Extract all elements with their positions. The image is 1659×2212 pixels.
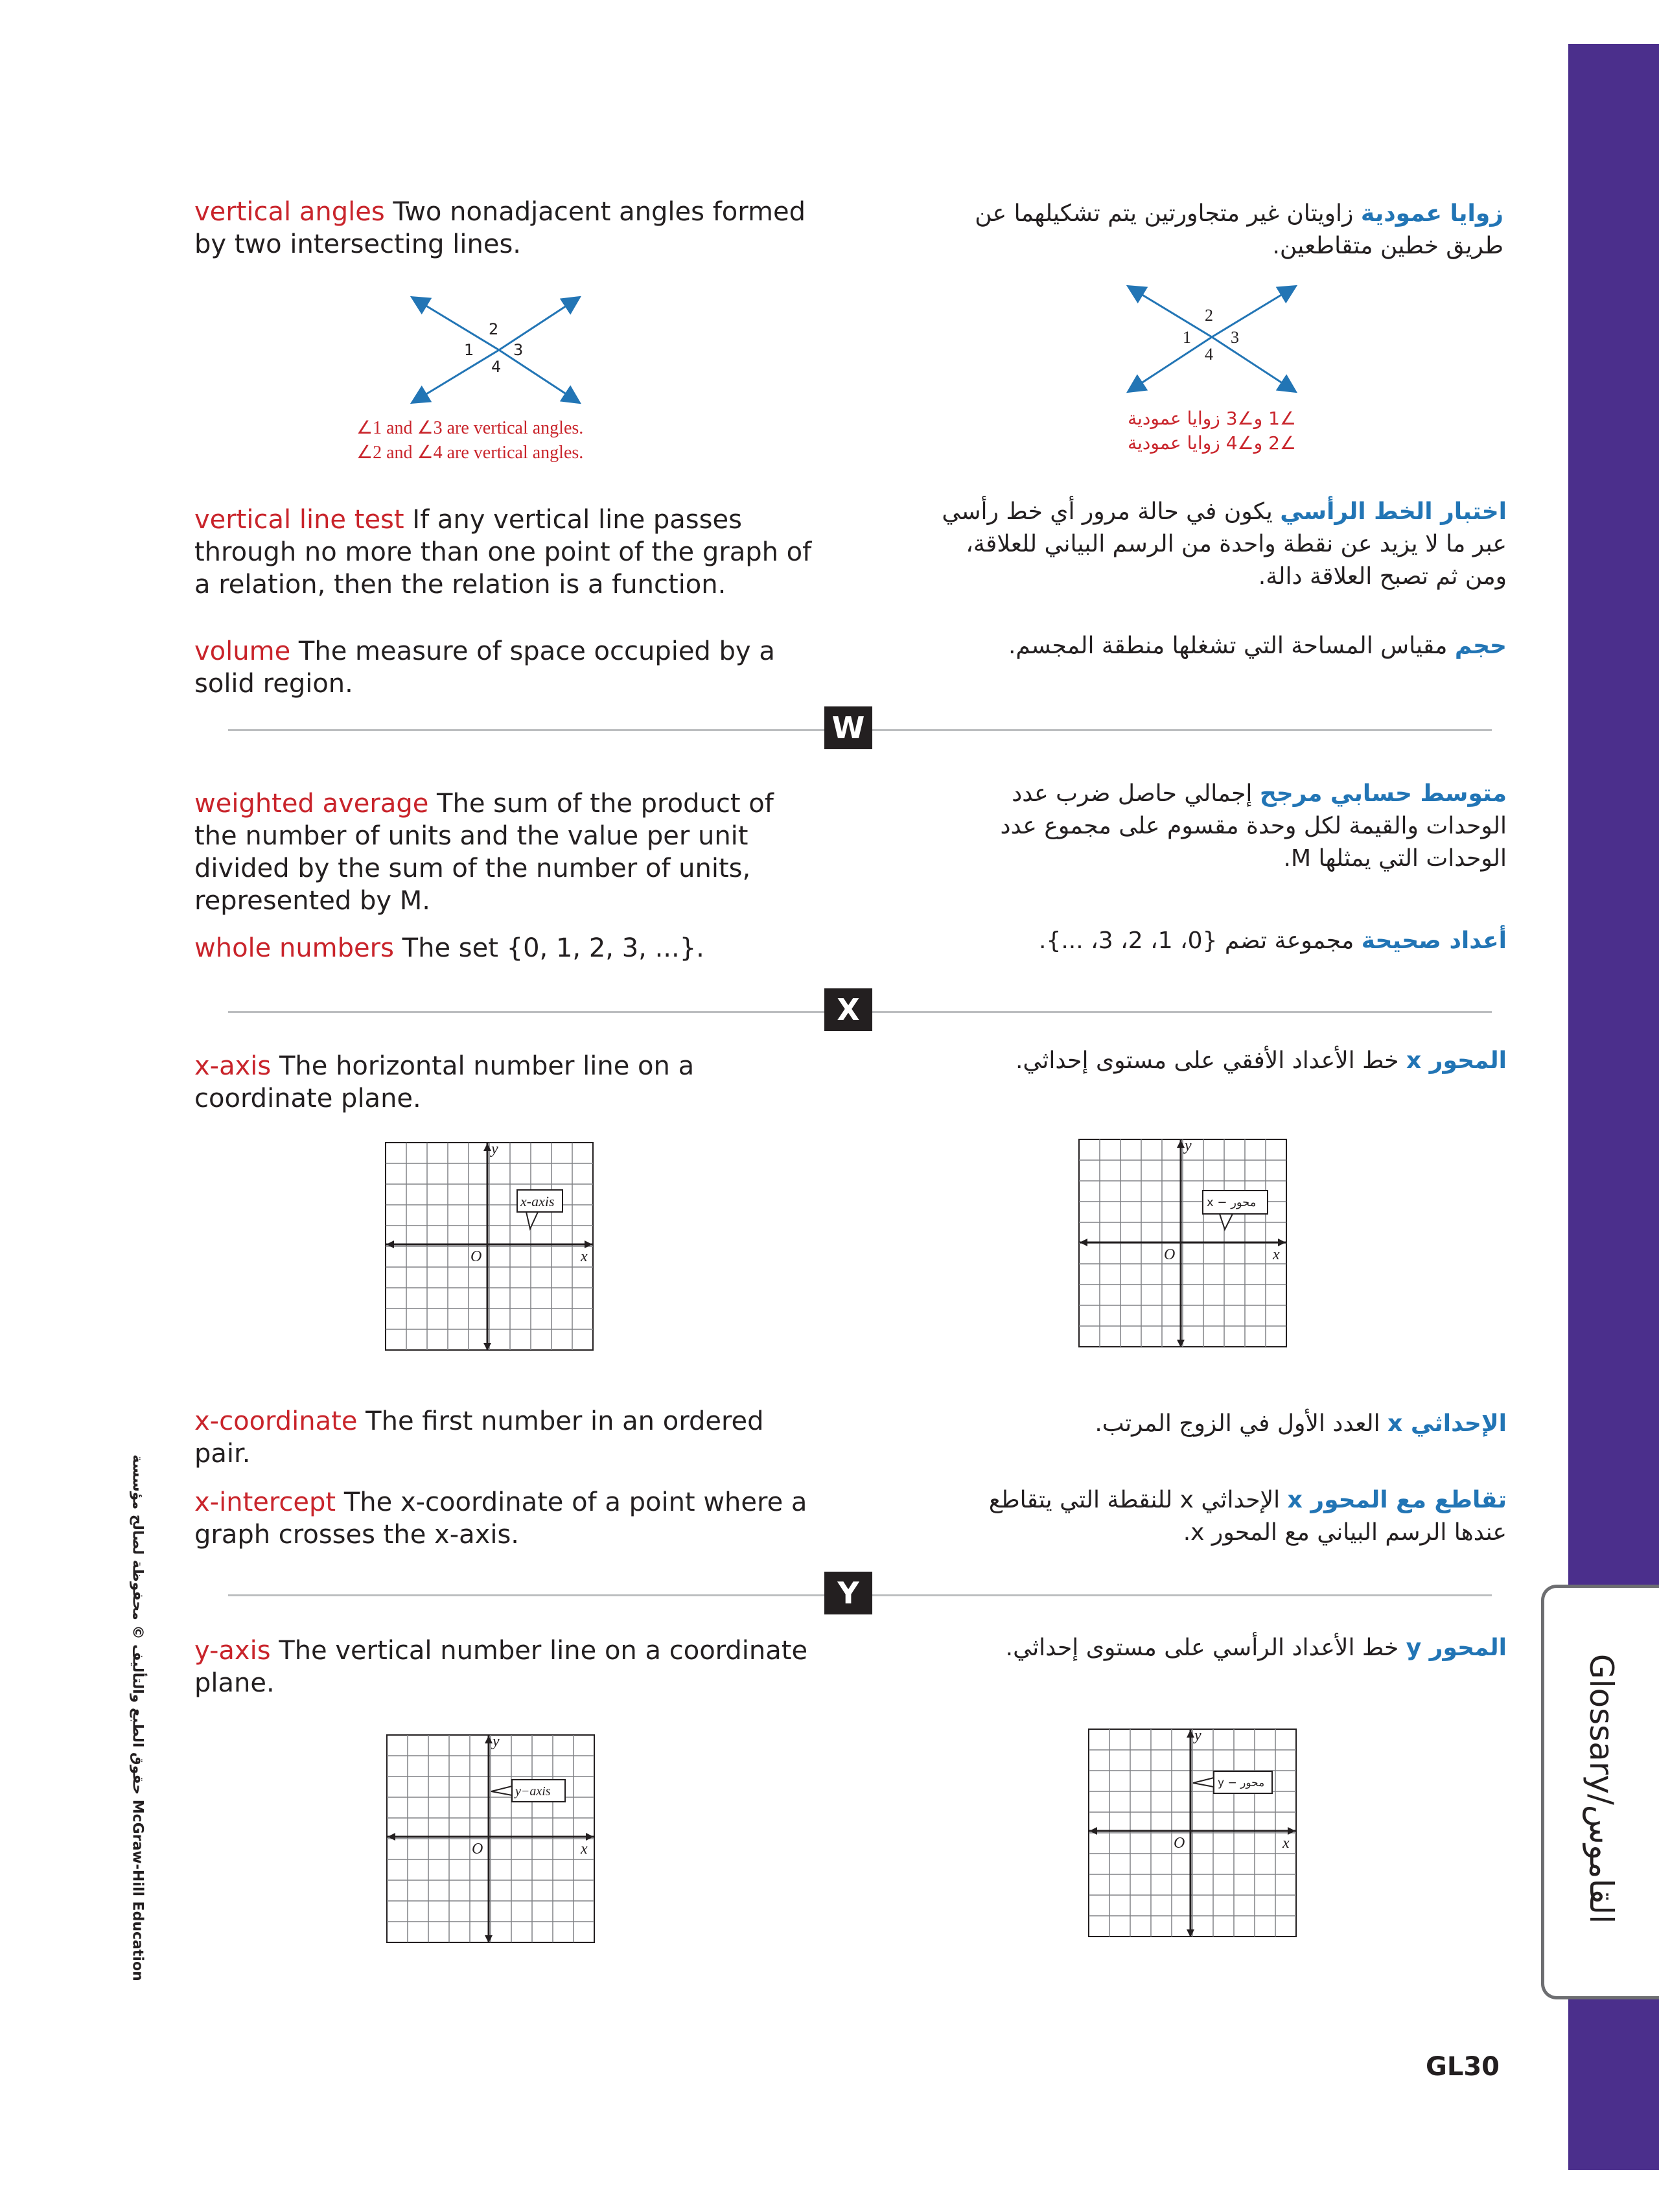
ar-def-vertical-angles: زاويتان غير متجاورتين يتم تشكيلهما عن طريق خطين متقاطعين. — [975, 200, 1503, 259]
ar-y-axis-grid — [1089, 1729, 1296, 1937]
def-y-axis: The vertical number line on a coordinate plane. — [194, 1636, 808, 1698]
ar-term-volume: حجم — [1454, 633, 1507, 659]
origin-label: O — [470, 1248, 482, 1265]
ar-term-vertical-angles: زوايا عمودية — [1360, 200, 1503, 227]
ar-term-whole-numbers: أعداد صحيحة — [1361, 927, 1507, 954]
angle-label-2: 2 — [489, 320, 499, 338]
def-vertical-line-test: If any vertical line passes through no more than one point of the graph of a relation, then the relation is a function. — [194, 505, 812, 600]
term-whole-numbers: whole numbers — [194, 933, 394, 963]
ar-y-axis-callout-text: y − محور — [1218, 1776, 1265, 1789]
ar-line-b-upper — [1212, 287, 1294, 337]
vertical-angles-figure — [402, 285, 590, 408]
ar-def-x-coordinate: العدد الأول في الزوج المرتب. — [1095, 1410, 1380, 1437]
ar-x-axis-callout-text: x − محور — [1207, 1196, 1257, 1209]
ar-caption-line-2: ∠2 و∠4 زوايا عمودية — [1128, 432, 1296, 454]
ar-angle-label-1: 1 — [1183, 328, 1191, 347]
ar-vertical-angles-figure — [1118, 275, 1306, 399]
y-axis-graph — [384, 1732, 597, 1947]
def-x-intercept: The x-coordinate of a point where a graph crosses the x-axis. — [194, 1487, 807, 1550]
ar-y-graph-x-name: x — [1282, 1835, 1290, 1852]
ar-def-x-axis: خط الأعداد الأفقي على مستوى إحداثي. — [1015, 1047, 1399, 1074]
x-axis-callout-text: x-axis — [520, 1193, 555, 1209]
ar-angle-label-3: 3 — [1231, 328, 1239, 347]
ar-entry-vertical-line-test — [933, 496, 1507, 593]
angle-label-1: 1 — [464, 341, 474, 359]
caption-line-1: ∠1 and ∠3 are vertical angles. — [356, 418, 584, 438]
glossary-tab-label: Glossary/القاموس — [1583, 1653, 1620, 1924]
ar-entry-x-axis — [933, 1045, 1507, 1077]
entry-volume — [194, 635, 797, 700]
y-graph-y-name: y — [493, 1733, 500, 1750]
ar-caption-line-1: ∠1 و∠3 زوايا عمودية — [1128, 408, 1296, 429]
entry-vertical-angles — [194, 196, 817, 261]
def-weighted-average: The sum of the product of the number of units and the value per unit divided by the sum of the number of units, represented by M. — [194, 789, 774, 916]
def-whole-numbers: The set {0, 1, 2, 3, ...}. — [402, 933, 704, 963]
angle-label-3: 3 — [513, 341, 524, 359]
ar-y-axis-name: y — [1185, 1137, 1192, 1154]
copyright-text: حقوق الطبع والتأليف © محفوظة لصالح مؤسسة McGraw-Hill Education — [129, 1454, 146, 1981]
ar-y-graph-y-name: y — [1194, 1727, 1201, 1744]
entry-x-coordinate — [194, 1405, 797, 1470]
copyright-wrap — [124, 1454, 150, 1981]
ar-entry-vertical-angles — [933, 198, 1503, 262]
y-graph-origin: O — [472, 1841, 483, 1857]
term-vertical-line-test: vertical line test — [194, 505, 404, 535]
ar-x-axis-name: x — [1273, 1246, 1280, 1263]
ar-entry-y-axis — [933, 1632, 1507, 1664]
x-axis-graph-svg — [382, 1139, 596, 1355]
ar-line-a-lower — [1212, 337, 1294, 391]
term-vertical-angles: vertical angles — [194, 197, 385, 227]
glossary-tab-label-wrap — [1542, 1585, 1659, 1993]
term-x-axis: x-axis — [194, 1051, 272, 1081]
ar-entry-x-coordinate — [933, 1408, 1507, 1440]
section-letter-y: Y — [824, 1572, 872, 1614]
y-axis-graph-svg — [384, 1732, 597, 1947]
line-b-lower — [413, 350, 502, 402]
ar-x-axis-graph — [1076, 1136, 1290, 1351]
y-axis-grid — [387, 1735, 594, 1942]
ar-def-whole-numbers: مجموعة تضم {0، 1، 2، 3، ...}. — [1039, 927, 1354, 954]
ar-angle-label-2: 2 — [1205, 306, 1213, 325]
ar-line-a-upper — [1130, 287, 1212, 337]
caption-line-2: ∠2 and ∠4 are vertical angles. — [356, 443, 584, 463]
x-axis-grid — [386, 1143, 593, 1350]
y-graph-x-name: x — [581, 1841, 588, 1857]
ar-y-graph-origin: O — [1174, 1835, 1185, 1852]
ar-term-x-axis: المحور x — [1406, 1047, 1507, 1074]
line-a-upper — [413, 298, 499, 350]
ar-entry-x-intercept — [933, 1484, 1507, 1549]
ar-line-b-lower — [1130, 337, 1212, 391]
page-number: GL30 — [1426, 2052, 1500, 2082]
term-weighted-average: weighted average — [194, 789, 429, 819]
ar-x-axis-graph-svg — [1076, 1136, 1290, 1351]
entry-vertical-line-test — [194, 504, 823, 601]
x-axis-graph — [382, 1139, 596, 1355]
y-axis-callout-text: y−axis — [515, 1784, 551, 1799]
ar-def-x-intercept: الإحداثي x للنقطة التي يتقاطع عندها الرسم البياني مع المحور x. — [988, 1487, 1507, 1546]
ar-def-weighted-average: إجمالي حاصل ضرب عدد الوحدات والقيمة لكل وحدة مقسوم على مجموع عدد الوحدات التي يمثلها M. — [1000, 780, 1507, 872]
ar-def-volume: مقياس المساحة التي تشغلها منطقة المجسم. — [1008, 633, 1448, 659]
vertical-angles-caption — [356, 416, 680, 465]
ar-term-weighted-average: متوسط حسابي مرجح — [1259, 780, 1507, 807]
term-volume: volume — [194, 636, 291, 666]
ar-def-y-axis: خط الأعداد الرأسي على مستوى إحداثي. — [1005, 1635, 1399, 1661]
ar-term-x-intercept: تقاطع مع المحور x — [1287, 1487, 1507, 1513]
ar-y-axis-graph — [1085, 1726, 1299, 1941]
line-a-lower — [499, 350, 578, 402]
y-axis-name: y — [491, 1141, 498, 1158]
ar-entry-weighted-average — [959, 778, 1507, 875]
ar-term-x-coordinate: الإحداثي x — [1387, 1410, 1507, 1437]
section-letter-x: X — [824, 988, 872, 1031]
entry-whole-numbers — [194, 932, 797, 964]
ar-def-vertical-line-test: يكون في حالة مرور أي خط رأسي عبر ما لا يزيد عن نقطة واحدة من الرسم البياني للعلاقة، ومن ثم تصبح العلاقة دالة. — [942, 498, 1507, 590]
ar-y-axis-graph-svg — [1085, 1726, 1299, 1941]
def-x-coordinate: The first number in an ordered pair. — [194, 1406, 764, 1469]
def-x-axis: The horizontal number line on a coordinate plane. — [194, 1051, 695, 1113]
ar-entry-volume — [933, 630, 1507, 662]
term-x-intercept: x-intercept — [194, 1487, 336, 1517]
section-letter-w: W — [824, 706, 872, 749]
entry-weighted-average — [194, 787, 797, 917]
ar-vertical-angles-caption — [1037, 406, 1296, 456]
ar-entry-whole-numbers — [933, 925, 1507, 957]
entry-x-intercept — [194, 1486, 823, 1551]
angle-label-4: 4 — [491, 358, 502, 376]
term-x-coordinate: x-coordinate — [194, 1406, 358, 1436]
ar-term-vertical-line-test: اختبار الخط الرأسي — [1280, 498, 1507, 525]
ar-origin-label: O — [1164, 1246, 1176, 1263]
ar-angle-label-4: 4 — [1205, 345, 1213, 364]
x-axis-name: x — [581, 1248, 588, 1265]
term-y-axis: y-axis — [194, 1636, 271, 1666]
def-vertical-angles: Two nonadjacent angles formed by two intersecting lines. — [194, 197, 806, 259]
line-b-upper — [499, 298, 578, 350]
entry-y-axis — [194, 1635, 842, 1699]
ar-term-y-axis: المحور y — [1406, 1635, 1507, 1661]
def-volume: The measure of space occupied by a solid region. — [194, 636, 775, 699]
entry-x-axis — [194, 1050, 797, 1115]
